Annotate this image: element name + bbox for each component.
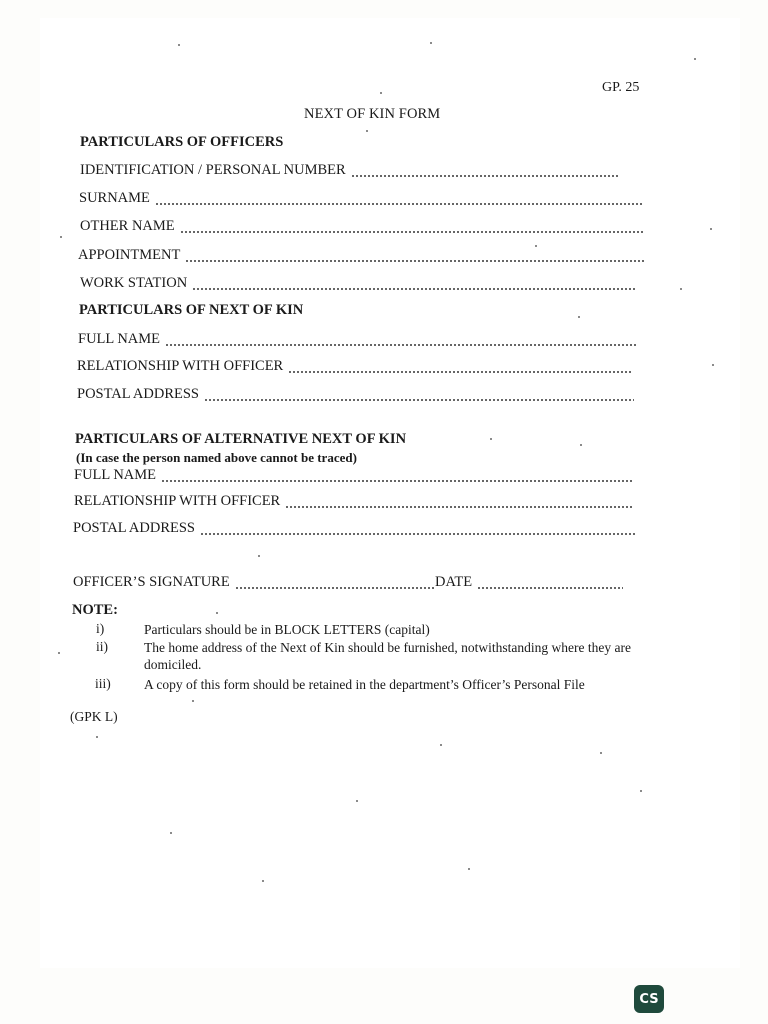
scan-speck: [430, 42, 432, 44]
scan-speck: [216, 612, 218, 614]
scan-speck: [535, 245, 537, 247]
note-heading: NOTE:: [72, 602, 118, 618]
scan-speck: [578, 316, 580, 318]
camscanner-logo-badge: CS: [634, 985, 664, 1013]
alt-postal-address-label: POSTAL ADDRESS: [73, 520, 195, 536]
surname-label: SURNAME: [79, 190, 150, 206]
signature-field[interactable]: [73, 574, 435, 594]
other-name-field[interactable]: [80, 218, 644, 238]
alt-full-name-line[interactable]: [161, 480, 632, 482]
note-text: Particulars should be in BLOCK LETTERS (capital): [144, 622, 430, 637]
date-field[interactable]: [435, 574, 623, 594]
note-text: The home address of the Next of Kin should be furnished, notwithstanding where they are domiciled.: [144, 640, 632, 672]
scan-speck: [580, 444, 582, 446]
alt-relationship-label: RELATIONSHIP WITH OFFICER: [74, 493, 281, 509]
kin-postal-address-line[interactable]: [204, 399, 634, 401]
alternative-section-subheading: (In case the person named above cannot be traced): [76, 450, 357, 465]
alt-full-name-label: FULL NAME: [74, 467, 157, 483]
appointment-line[interactable]: [185, 260, 646, 262]
scan-speck: [60, 236, 62, 238]
scan-speck: [192, 700, 194, 702]
appointment-field[interactable]: [78, 247, 646, 267]
kin-full-name-line[interactable]: [165, 344, 638, 346]
alt-postal-address-line[interactable]: [200, 533, 636, 535]
scan-speck: [356, 800, 358, 802]
scan-speck: [710, 228, 712, 230]
scan-speck: [694, 58, 696, 60]
form-title: NEXT OF KIN FORM: [304, 106, 441, 122]
alt-relationship-line[interactable]: [285, 506, 634, 508]
kin-postal-address-label: POSTAL ADDRESS: [77, 386, 199, 402]
next-of-kin-section-heading: PARTICULARS OF NEXT OF KIN: [79, 302, 304, 318]
identification-number-line[interactable]: [351, 175, 620, 177]
work-station-label: WORK STATION: [80, 275, 188, 291]
note-number: i): [96, 621, 105, 636]
kin-full-name-label: FULL NAME: [78, 331, 161, 347]
kin-relationship-label: RELATIONSHIP WITH OFFICER: [77, 358, 284, 374]
kin-relationship-line[interactable]: [288, 371, 632, 373]
note-text: A copy of this form should be retained in the department’s Officer’s Personal File: [144, 677, 585, 692]
kin-relationship-field[interactable]: [77, 358, 632, 378]
scan-speck: [170, 832, 172, 834]
work-station-line[interactable]: [192, 288, 637, 290]
kin-full-name-field[interactable]: [78, 331, 638, 351]
scan-speck: [258, 555, 260, 557]
other-name-line[interactable]: [180, 231, 644, 233]
scan-speck: [366, 130, 368, 132]
surname-field[interactable]: [79, 190, 643, 210]
alt-full-name-field[interactable]: [74, 467, 632, 487]
scan-speck: [96, 736, 98, 738]
work-station-field[interactable]: [80, 275, 637, 295]
alt-relationship-field[interactable]: [74, 493, 634, 513]
scan-speck: [490, 438, 492, 440]
scan-speck: [58, 652, 60, 654]
date-line[interactable]: [477, 587, 623, 589]
scan-speck: [440, 744, 442, 746]
kin-postal-address-field[interactable]: [77, 386, 634, 406]
scan-speck: [468, 868, 470, 870]
alternative-section-heading: PARTICULARS OF ALTERNATIVE NEXT OF KIN: [75, 431, 407, 447]
scan-speck: [262, 880, 264, 882]
date-label: DATE: [435, 574, 473, 590]
signature-line[interactable]: [235, 587, 435, 589]
scan-speck: [178, 44, 180, 46]
scan-speck: [712, 364, 714, 366]
scan-speck: [600, 752, 602, 754]
note-number: ii): [96, 639, 108, 654]
identification-number-field[interactable]: [80, 162, 620, 182]
signature-label: OFFICER’S SIGNATURE: [73, 574, 230, 590]
other-name-label: OTHER NAME: [80, 218, 175, 234]
officer-section-heading: PARTICULARS OF OFFICERS: [80, 134, 284, 150]
appointment-label: APPOINTMENT: [78, 247, 181, 263]
scan-speck: [680, 288, 682, 290]
alt-postal-address-field[interactable]: [73, 520, 636, 540]
scan-speck: [640, 790, 642, 792]
note-number: iii): [95, 676, 111, 691]
footer-form-code: (GPK L): [70, 709, 118, 724]
identification-number-label: IDENTIFICATION / PERSONAL NUMBER: [80, 162, 346, 178]
surname-line[interactable]: [155, 203, 643, 205]
form-code: GP. 25: [602, 80, 640, 95]
scan-speck: [380, 92, 382, 94]
